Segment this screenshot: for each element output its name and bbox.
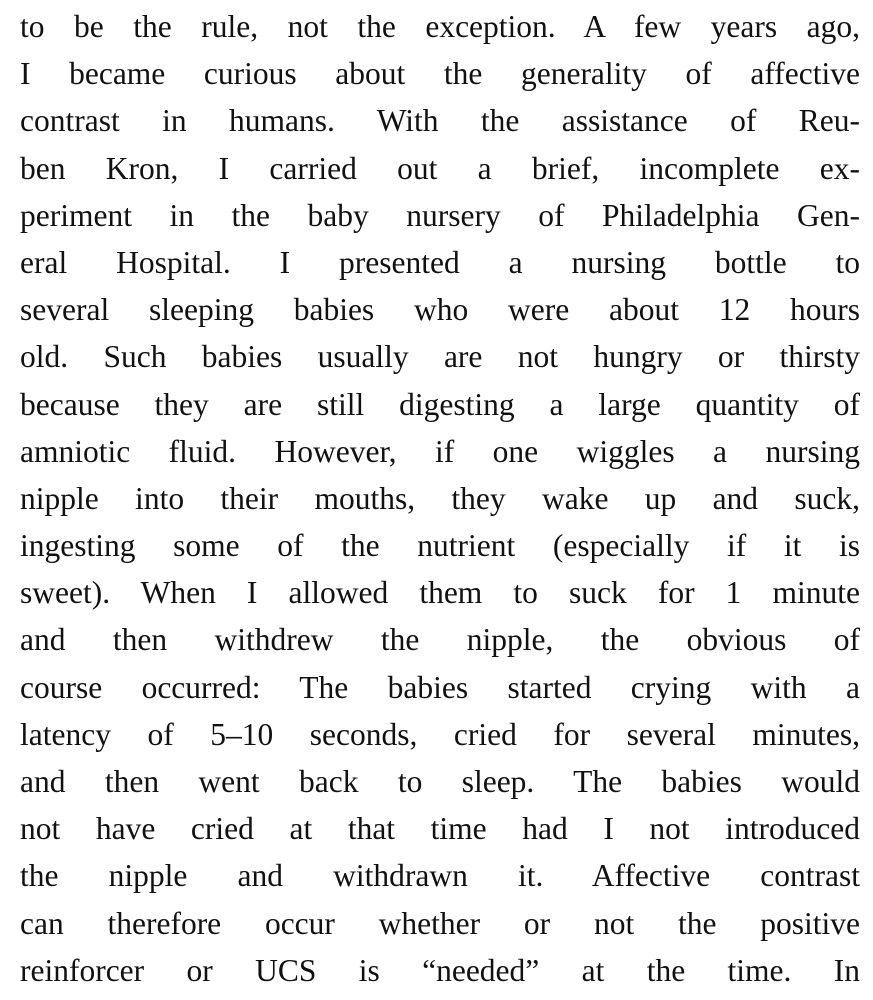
text-line-20: can therefore occur whether or not the positive: [20, 905, 860, 941]
text-line-7: several sleeping babies who were about 12 hours: [20, 292, 860, 328]
text-line-13: sweet). When I allowed them to suck for 1 minute: [20, 575, 860, 611]
text-line-19: the nipple and withdrawn it. Affective contrast: [20, 858, 860, 894]
text-line-8: old. Such babies usually are not hungry or thirsty: [20, 339, 860, 375]
text-line-17: and then went back to sleep. The babies would: [20, 764, 860, 799]
text-line-16: latency of 5–10 seconds, cried for several minutes,: [20, 716, 860, 752]
text-line-9: because they are still digesting a large quantity of: [20, 386, 860, 422]
text-line-18: not have cried at that time had I not introduced: [20, 811, 860, 847]
text-line-6: eral Hospital. I presented a nursing bottle to: [20, 244, 860, 280]
text-line-14: and then withdrew the nipple, the obvious of: [20, 622, 860, 658]
text-line-10: amniotic fluid. However, if one wiggles a nursing: [20, 433, 860, 469]
text-line-12: ingesting some of the nutrient (especially if it is: [20, 528, 860, 564]
body-text: [20, 3, 860, 994]
text-line-15: course occurred: The babies started crying with a: [20, 669, 860, 705]
text-line-3: contrast in humans. With the assistance of Reu-: [20, 103, 860, 139]
text-line-4: ben Kron, I carried out a brief, incomplete ex-: [20, 150, 860, 186]
text-line-11: nipple into their mouths, they wake up and suck,: [20, 480, 860, 516]
text-line-1: to be the rule, not the exception. A few years ago,: [20, 9, 860, 44]
text-line-2: I became curious about the generality of affective: [20, 56, 860, 92]
text-line-21: reinforcer or UCS is “needed” at the time. In: [20, 952, 860, 988]
text-line-5: periment in the baby nursery of Philadelphia Gen-: [20, 197, 860, 233]
